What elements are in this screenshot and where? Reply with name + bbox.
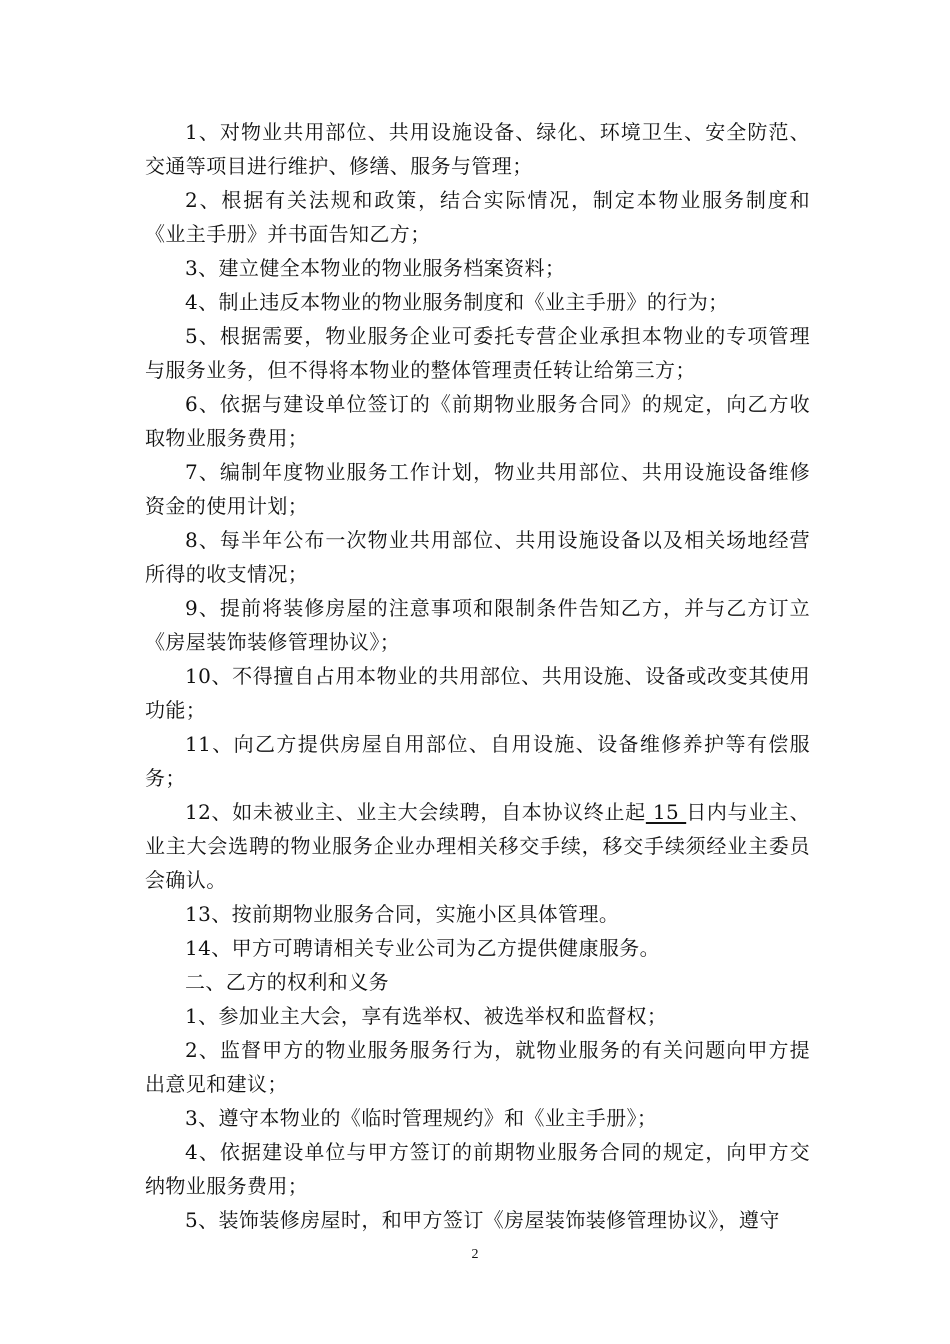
paragraph-9: 9、提前将装修房屋的注意事项和限制条件告知乙方，并与乙方订立《房屋装饰装修管理协议》； [145, 596, 810, 654]
section-heading-2: 二、乙方的权利和义务 [185, 970, 389, 994]
paragraph-2: 2、根据有关法规和政策，结合实际情况，制定本物业服务制度和《业主手册》并书面告知乙方； [145, 188, 810, 246]
paragraph-12 [145, 795, 810, 897]
paragraph-4: 4、制止违反本物业的物业服务制度和《业主手册》的行为； [185, 290, 729, 314]
paragraph-b-3: 3、遵守本物业的《临时管理规约》和《业主手册》； [185, 1106, 658, 1130]
paragraph-1: 1、对物业共用部位、共用设施设备、绿化、环境卫生、安全防范、交通等项目进行维护、修缮、服务与管理； [145, 120, 810, 178]
paragraph-5: 5、根据需要，物业服务企业可委托专营企业承担本物业的专项管理与服务业务，但不得将本物业的整体管理责任转让给第三方； [145, 324, 810, 382]
paragraph-3: 3、建立健全本物业的物业服务档案资料； [185, 256, 566, 280]
paragraph-13: 13、按前期物业服务合同，实施小区具体管理。 [185, 902, 620, 926]
paragraph-10: 10、不得擅自占用本物业的共用部位、共用设施、设备或改变其使用功能； [145, 664, 810, 722]
paragraph-12-after: 日内与业主、业主大会选聘的物业服务企业办理相关移交手续，移交手续须经业主委员会确认。 [145, 800, 810, 892]
paragraph-7: 7、编制年度物业服务工作计划，物业共用部位、共用设施设备维修资金的使用计划； [145, 460, 810, 518]
page-number: 2 [471, 1247, 479, 1262]
paragraph-14: 14、甲方可聘请相关专业公司为乙方提供健康服务。 [185, 936, 661, 960]
paragraph-12-before: 12、如未被业主、业主大会续聘，自本协议终止起 [185, 800, 646, 824]
underlined-days: 15 [645, 800, 687, 824]
paragraph-8: 8、每半年公布一次物业共用部位、共用设施设备以及相关场地经营所得的收支情况； [145, 528, 810, 586]
paragraph-11: 11、向乙方提供房屋自用部位、自用设施、设备维修养护等有偿服务； [145, 732, 810, 790]
paragraph-b-4: 4、依据建设单位与甲方签订的前期物业服务合同的规定，向甲方交纳物业服务费用； [145, 1140, 810, 1198]
paragraph-b-2: 2、监督甲方的物业服务服务行为，就物业服务的有关问题向甲方提出意见和建议； [145, 1038, 810, 1096]
document-body [145, 115, 810, 1237]
paragraph-b-5: 5、装饰装修房屋时，和甲方签订《房屋装饰装修管理协议》，遵守 [185, 1208, 780, 1232]
paragraph-6: 6、依据与建设单位签订的《前期物业服务合同》的规定，向乙方收取物业服务费用； [145, 392, 810, 450]
paragraph-b-1: 1、参加业主大会，享有选举权、被选举权和监督权； [185, 1004, 668, 1028]
